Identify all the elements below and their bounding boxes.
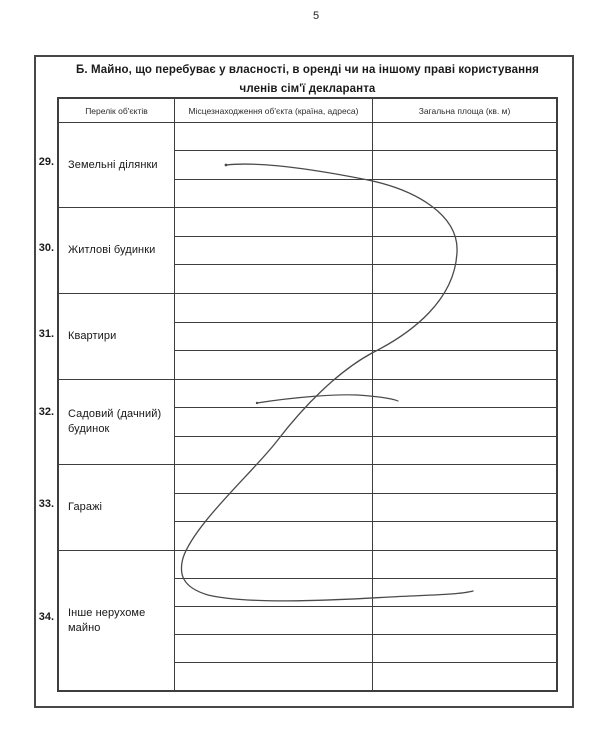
- entry-row: [175, 351, 556, 379]
- location-cell: [175, 494, 373, 522]
- area-cell: [373, 151, 556, 178]
- table-section-32: [59, 380, 556, 465]
- area-cell: [373, 607, 556, 634]
- location-cell: [175, 551, 373, 578]
- entry-row: [175, 151, 556, 179]
- entry-row: [175, 237, 556, 266]
- area-cell: [373, 551, 556, 578]
- entry-row: [175, 408, 556, 436]
- entry-row: [175, 635, 556, 663]
- entry-row: [175, 522, 556, 550]
- area-cell: [373, 237, 556, 265]
- location-cell: [175, 380, 373, 407]
- area-cell: [373, 123, 556, 150]
- entry-row: [175, 663, 556, 690]
- location-cell: [175, 180, 373, 207]
- row-number-31: 31.: [38, 328, 54, 340]
- area-cell: [373, 408, 556, 435]
- row-label: Інше нерухоме майно: [59, 551, 175, 690]
- location-cell: [175, 408, 373, 435]
- location-cell: [175, 635, 373, 662]
- location-cell: [175, 123, 373, 150]
- row-label: Земельні ділянки: [59, 123, 175, 207]
- entries-column: [175, 551, 556, 690]
- table-section-34: [59, 551, 556, 690]
- row-number-34: 34.: [38, 611, 54, 623]
- location-cell: [175, 437, 373, 464]
- location-cell: [175, 323, 373, 351]
- area-cell: [373, 635, 556, 662]
- entry-row: [175, 551, 556, 579]
- location-cell: [175, 294, 373, 322]
- entries-column: [175, 380, 556, 464]
- location-cell: [175, 579, 373, 606]
- location-cell: [175, 465, 373, 493]
- row-label: Садовий (дачний) будинок: [59, 380, 175, 464]
- entry-row: [175, 265, 556, 293]
- entries-column: [175, 465, 556, 550]
- location-cell: [175, 663, 373, 690]
- entries-column: [175, 123, 556, 207]
- area-cell: [373, 380, 556, 407]
- table-header-row: [59, 99, 556, 123]
- row-label: Житлові будинки: [59, 208, 175, 293]
- entry-row: [175, 123, 556, 151]
- area-cell: [373, 265, 556, 293]
- area-cell: [373, 351, 556, 379]
- entries-column: [175, 294, 556, 379]
- row-number-29: 29.: [38, 156, 54, 168]
- area-cell: [373, 294, 556, 322]
- entry-row: [175, 465, 556, 494]
- entry-row: [175, 607, 556, 635]
- entry-row: [175, 180, 556, 207]
- entry-row: [175, 323, 556, 352]
- area-cell: [373, 663, 556, 690]
- form-section-title-line1: Б. Майно, що перебуває у власності, в оренді чи на іншому праві користування: [76, 64, 539, 76]
- location-cell: [175, 208, 373, 236]
- location-cell: [175, 351, 373, 379]
- location-cell: [175, 265, 373, 293]
- entry-row: [175, 380, 556, 408]
- area-cell: [373, 323, 556, 351]
- location-cell: [175, 237, 373, 265]
- area-cell: [373, 437, 556, 464]
- table-section-31: [59, 294, 556, 380]
- area-cell: [373, 208, 556, 236]
- area-cell: [373, 522, 556, 550]
- location-cell: [175, 607, 373, 634]
- row-number-32: 32.: [38, 406, 54, 418]
- entry-row: [175, 494, 556, 523]
- entry-row: [175, 208, 556, 237]
- form-section-title: [57, 61, 558, 99]
- column-header-objects-list: Перелік об'єктів: [59, 99, 175, 122]
- area-cell: [373, 465, 556, 493]
- row-number-30: 30.: [38, 242, 54, 254]
- property-table: [57, 97, 558, 692]
- row-label: Гаражі: [59, 465, 175, 550]
- form-section-title-line2: членів сім'ї декларанта: [239, 83, 376, 95]
- column-header-location: Місцезнаходження об'єкта (країна, адреса): [175, 99, 373, 122]
- entry-row: [175, 294, 556, 323]
- table-section-33: [59, 465, 556, 551]
- entry-row: [175, 579, 556, 607]
- column-header-total-area: Загальна площа (кв. м): [418, 105, 511, 116]
- table-section-29: [59, 123, 556, 208]
- location-cell: [175, 151, 373, 178]
- area-cell: [373, 579, 556, 606]
- location-cell: [175, 522, 373, 550]
- table-section-30: [59, 208, 556, 294]
- entries-column: [175, 208, 556, 293]
- row-label: Квартири: [59, 294, 175, 379]
- row-number-33: 33.: [38, 498, 54, 510]
- area-cell: [373, 494, 556, 522]
- area-cell: [373, 180, 556, 207]
- page-number: 5: [312, 10, 320, 22]
- entry-row: [175, 437, 556, 464]
